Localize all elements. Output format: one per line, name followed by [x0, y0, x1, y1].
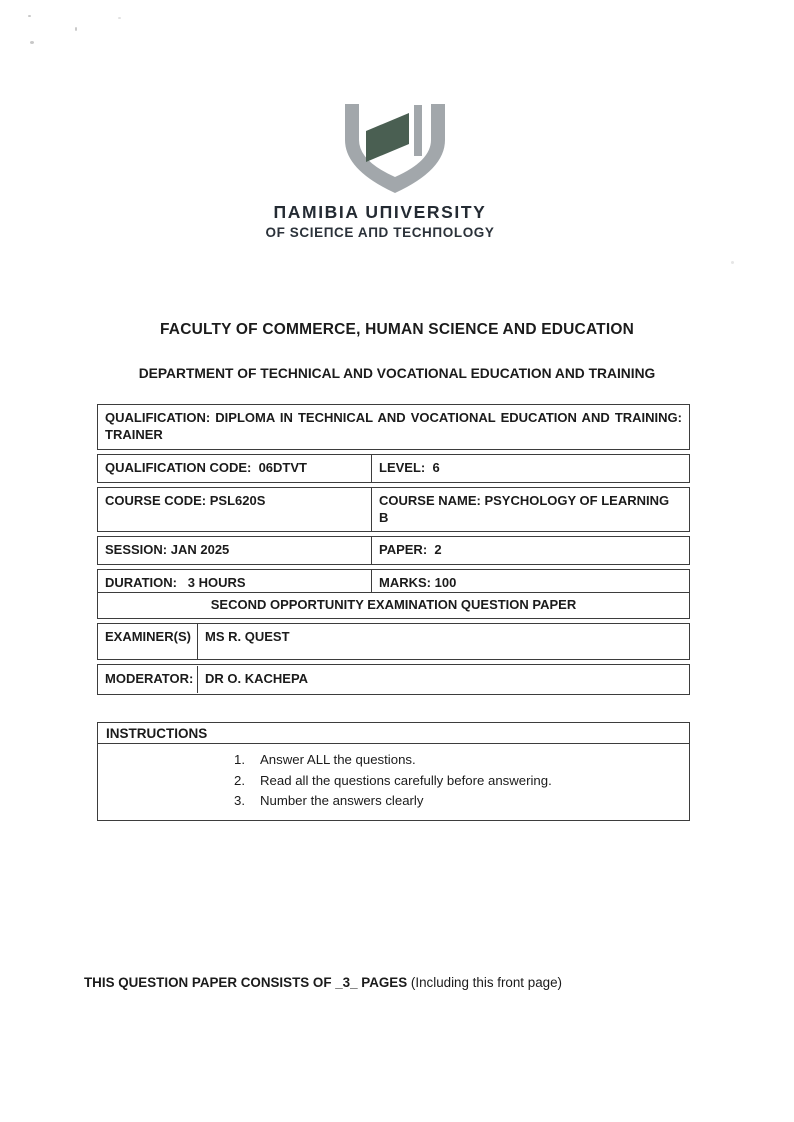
- marks-cell: MARKS: 100: [379, 575, 457, 591]
- shield-logo-icon: [342, 104, 448, 196]
- qualification-code-cell: QUALIFICATION CODE: 06DTVT: [98, 455, 372, 482]
- session-cell: SESSION: JAN 2025: [98, 537, 372, 564]
- table-row-session-paper: [97, 536, 690, 565]
- scan-speck: [75, 27, 77, 31]
- instructions-list: [98, 744, 689, 820]
- course-details-table: [97, 404, 690, 598]
- moderator-value-cell: DR O. KACHEPA: [205, 670, 309, 686]
- scan-speck: [731, 261, 734, 264]
- table-row-code-level: [97, 454, 690, 483]
- examiner-value-cell: MS R. QUEST: [205, 628, 290, 644]
- instruction-text: Answer ALL the questions.: [260, 752, 416, 767]
- course-code-cell: COURSE CODE: PSL620S: [98, 488, 372, 532]
- instruction-number: 3.: [234, 793, 245, 808]
- table-row-examiner: [97, 623, 690, 660]
- table-row-paper-title: [97, 592, 690, 619]
- paper-cell: PAPER: 2: [379, 542, 442, 558]
- instruction-text: Number the answers clearly: [260, 793, 424, 808]
- moderator-label-cell: MODERATOR:: [98, 666, 198, 693]
- instruction-number: 1.: [234, 752, 245, 767]
- examiner-table: [97, 592, 690, 695]
- duration-cell: DURATION: 3 HOURS: [98, 570, 372, 597]
- university-logo: [342, 104, 448, 196]
- table-row-moderator: [97, 664, 690, 695]
- department-heading: DEPARTMENT OF TECHNICAL AND VOCATIONAL EDUCATION AND TRAINING: [138, 366, 656, 381]
- instruction-item: [234, 750, 681, 771]
- instruction-item: [234, 791, 681, 812]
- instructions-table: [97, 722, 690, 821]
- instruction-text: Read all the questions carefully before answering.: [260, 772, 552, 788]
- scan-speck: [28, 15, 31, 17]
- instructions-heading: INSTRUCTIONS: [98, 723, 689, 744]
- page-count-bold: THIS QUESTION PAPER CONSISTS OF _3_ PAGES: [84, 975, 408, 990]
- university-name: ΠAMIBIA UΠIVERSITY: [273, 202, 487, 222]
- logo-green-band: [366, 113, 409, 162]
- level-cell: LEVEL: 6: [379, 459, 440, 475]
- course-name-cell: COURSE NAME: PSYCHOLOGY OF LEARNING B: [379, 492, 673, 525]
- examiner-label-cell: EXAMINER(S): [98, 624, 198, 659]
- page-count-statement: [84, 975, 562, 990]
- paper-title-cell: SECOND OPPORTUNITY EXAMINATION QUESTION PAPER: [210, 597, 577, 612]
- scan-speck: [118, 17, 121, 19]
- instruction-number: 2.: [234, 772, 245, 788]
- scan-speck: [30, 41, 34, 44]
- table-row-qualification: [97, 404, 690, 450]
- logo-inner-bar: [414, 105, 422, 156]
- university-name-subline: OF SCIEΠCE AΠD TECHΠOLOGY: [265, 225, 495, 240]
- table-row-course: [97, 487, 690, 533]
- instruction-item: [234, 771, 681, 792]
- qualification-cell: QUALIFICATION: DIPLOMA IN TECHNICAL AND VOCATIONAL EDUCATION AND TRAINING: TRAINER: [105, 410, 682, 442]
- faculty-heading: FACULTY OF COMMERCE, HUMAN SCIENCE AND EDUCATION: [159, 321, 635, 338]
- page-count-note: (Including this front page): [407, 975, 562, 990]
